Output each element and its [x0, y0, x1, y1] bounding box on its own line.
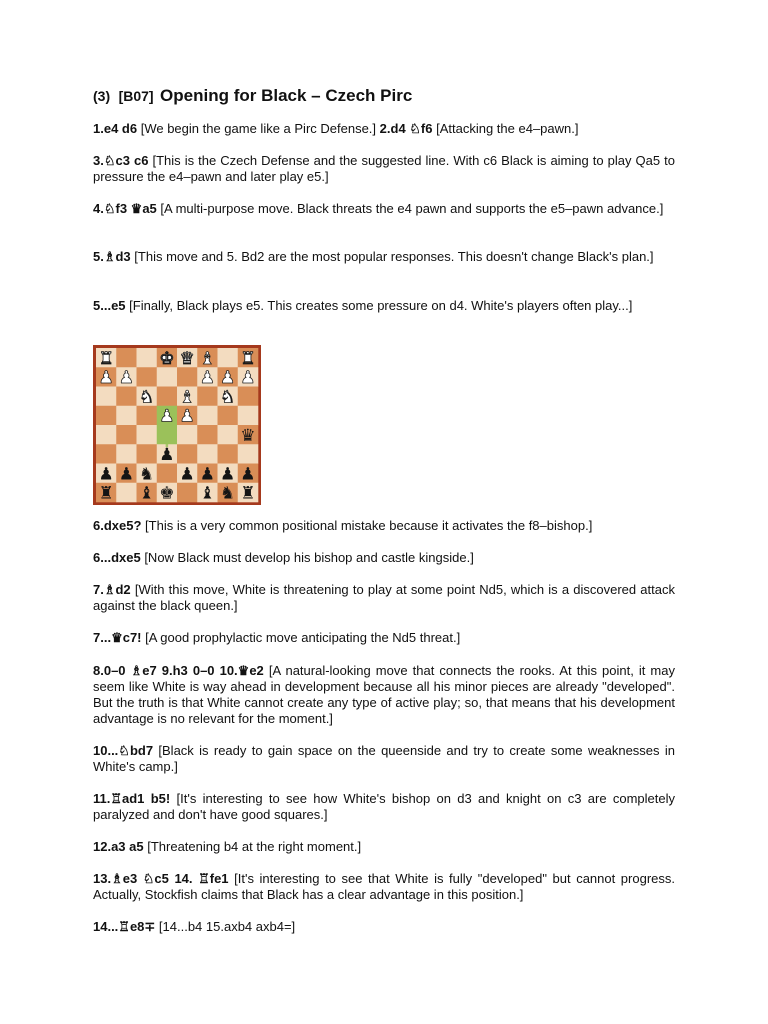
white-rook-icon: ♜ — [98, 348, 114, 369]
board-square — [177, 425, 198, 445]
move-comment: [It's interesting to see how White's bishop on d3 and knight on c3 are completely paralyzed and don't have good squares.] — [93, 791, 675, 822]
move-notation: 10...♘bd7 — [93, 743, 154, 758]
black-knight-icon: ♞ — [220, 483, 236, 504]
move-comment: [A natural-looking move that connects the rooks. At this point, it may seem like White is way ahead in development because all his minor pieces are already "developed". But the truth is that White cannot create any type of active play; so, that means that his development advantage is no relevant for the moment.] — [93, 663, 675, 726]
black-bishop-icon: ♝ — [199, 483, 215, 504]
board-square — [238, 406, 259, 426]
board-square — [137, 348, 158, 368]
board-square — [218, 425, 239, 445]
board-square — [116, 483, 137, 503]
white-pawn-icon: ♟ — [220, 368, 236, 389]
move-comment: [Black is ready to gain space on the queenside and try to create some weaknesses in White's camp.] — [93, 743, 675, 774]
move-notation: 12.a3 a5 — [93, 839, 144, 854]
board-square — [197, 425, 218, 445]
annotation-move-6 — [93, 518, 675, 534]
white-pawn-icon: ♟ — [240, 368, 256, 389]
move-notation: 14...♖e8∓ — [93, 919, 156, 934]
annotation-move-5-black — [93, 298, 675, 314]
move-notation: 5...e5 — [93, 298, 126, 313]
move-comment: [Threatening b4 at the right moment.] — [143, 839, 362, 854]
board-square — [238, 444, 259, 464]
board-square — [197, 387, 218, 407]
black-queen-icon: ♛ — [240, 425, 256, 446]
eco-code: [B07] — [118, 88, 154, 104]
white-pawn-icon: ♟ — [199, 368, 215, 389]
game-number: (3) — [93, 88, 111, 104]
board-square — [157, 387, 178, 407]
move-comment: [This move and 5. Bd2 are the most popular responses. This doesn't change Black's plan.] — [130, 249, 654, 264]
move-notation: 8.0–0 ♗e7 9.h3 0–0 10.♛e2 — [93, 663, 264, 678]
board-square — [137, 406, 158, 426]
annotation-move-12 — [93, 839, 675, 855]
board-square — [177, 444, 198, 464]
white-pawn-icon: ♟ — [118, 368, 134, 389]
move-notation: 3.♘c3 c6 — [93, 153, 149, 168]
white-pawn-icon: ♟ — [159, 406, 175, 427]
chess-board — [93, 345, 261, 505]
move-notation: 7.♗d2 — [93, 582, 131, 597]
black-pawn-icon: ♟ — [240, 464, 256, 485]
black-pawn-icon: ♟ — [199, 464, 215, 485]
opening-name: Opening for Black – Czech Pirc — [160, 86, 413, 105]
annotation-move-5 — [93, 249, 675, 265]
black-pawn-icon: ♟ — [98, 464, 114, 485]
move-notation: 2.d4 ♘f6 — [379, 121, 433, 136]
white-bishop-icon: ♝ — [199, 348, 215, 369]
white-bishop-icon: ♝ — [179, 387, 195, 408]
board-square — [157, 464, 178, 484]
board-square — [218, 444, 239, 464]
move-notation: 6...dxe5 — [93, 550, 141, 565]
move-comment: [Finally, Black plays e5. This creates some pressure on d4. White's players often play...] — [125, 298, 633, 313]
annotation-move-10 — [93, 743, 675, 775]
board-square — [218, 406, 239, 426]
black-bishop-icon: ♝ — [139, 483, 155, 504]
board-square — [116, 387, 137, 407]
board-square — [197, 406, 218, 426]
black-pawn-icon: ♟ — [179, 464, 195, 485]
board-square — [116, 444, 137, 464]
board-square — [116, 425, 137, 445]
white-pawn-icon: ♟ — [179, 406, 195, 427]
white-knight-icon: ♞ — [220, 387, 236, 408]
move-comment: [This is a very common positional mistake because it activates the f8–bishop.] — [141, 518, 593, 533]
black-pawn-icon: ♟ — [159, 445, 175, 466]
annotation-move-4 — [93, 201, 675, 217]
board-square — [177, 483, 198, 503]
black-pawn-icon: ♟ — [118, 464, 134, 485]
move-notation: 5.♗d3 — [93, 249, 131, 264]
black-knight-icon: ♞ — [139, 464, 155, 485]
board-square — [137, 367, 158, 387]
move-comment: [We begin the game like a Pirc Defense.] — [137, 121, 380, 136]
board-square — [116, 406, 137, 426]
board-square — [177, 367, 198, 387]
black-king-icon: ♚ — [159, 483, 175, 504]
move-comment: [With this move, White is threatening to play at some point Nd5, which is a discovered attack against the black queen.] — [93, 582, 675, 613]
annotation-move-11 — [93, 791, 675, 823]
annotation-move-7-black — [93, 630, 675, 646]
move-notation: 4.♘f3 ♛a5 — [93, 201, 157, 216]
board-square — [137, 444, 158, 464]
board-square — [218, 348, 239, 368]
annotation-move-6-black — [93, 550, 675, 566]
board-square — [197, 444, 218, 464]
board-square — [238, 387, 259, 407]
move-comment: [14...b4 15.axb4 axb4=] — [155, 919, 296, 934]
board-square — [137, 425, 158, 445]
annotation-move-13 — [93, 871, 675, 903]
annotation-move-7 — [93, 582, 675, 614]
white-knight-icon: ♞ — [139, 387, 155, 408]
board-square — [157, 367, 178, 387]
annotation-move-3 — [93, 153, 675, 185]
white-queen-icon: ♛ — [179, 348, 195, 369]
white-king-icon: ♚ — [159, 348, 175, 369]
move-notation: 7...♛c7! — [93, 630, 142, 645]
black-rook-icon: ♜ — [240, 483, 256, 504]
move-comment: [Now Black must develop his bishop and castle kingside.] — [140, 550, 474, 565]
chess-board-diagram — [93, 345, 261, 505]
white-rook-icon: ♜ — [240, 348, 256, 369]
annotation-move-8 — [93, 663, 675, 727]
move-comment: [A multi-purpose move. Black threats the e4 pawn and supports the e5–pawn advance.] — [156, 201, 664, 216]
board-square — [96, 387, 117, 407]
move-notation: 11.♖ad1 b5! — [93, 791, 171, 806]
annotation-move-14 — [93, 919, 675, 935]
move-comment: [Attacking the e4–pawn.] — [432, 121, 579, 136]
board-square — [116, 348, 137, 368]
move-comment: [A good prophylactic move anticipating the Nd5 threat.] — [141, 630, 461, 645]
board-square — [96, 444, 117, 464]
white-pawn-icon: ♟ — [98, 368, 114, 389]
move-notation: 6.dxe5? — [93, 518, 142, 533]
board-square — [96, 406, 117, 426]
move-comment: [This is the Czech Defense and the suggested line. With c6 Black is aiming to play Qa5 to pressure the e4–pawn and later play e5.] — [93, 153, 676, 184]
move-notation: 13.♗e3 ♘c5 14. ♖fe1 — [93, 871, 229, 886]
board-square — [96, 425, 117, 445]
black-pawn-icon: ♟ — [220, 464, 236, 485]
black-rook-icon: ♜ — [98, 483, 114, 504]
annotation-move-1 — [93, 121, 675, 137]
move-notation: 1.e4 d6 — [93, 121, 138, 136]
game-title — [93, 86, 412, 106]
move-comment: [It's interesting to see that White is fully "developed" but cannot progress. Actually, Stockfish claims that Black has a clear advantage in this position.] — [93, 871, 675, 902]
